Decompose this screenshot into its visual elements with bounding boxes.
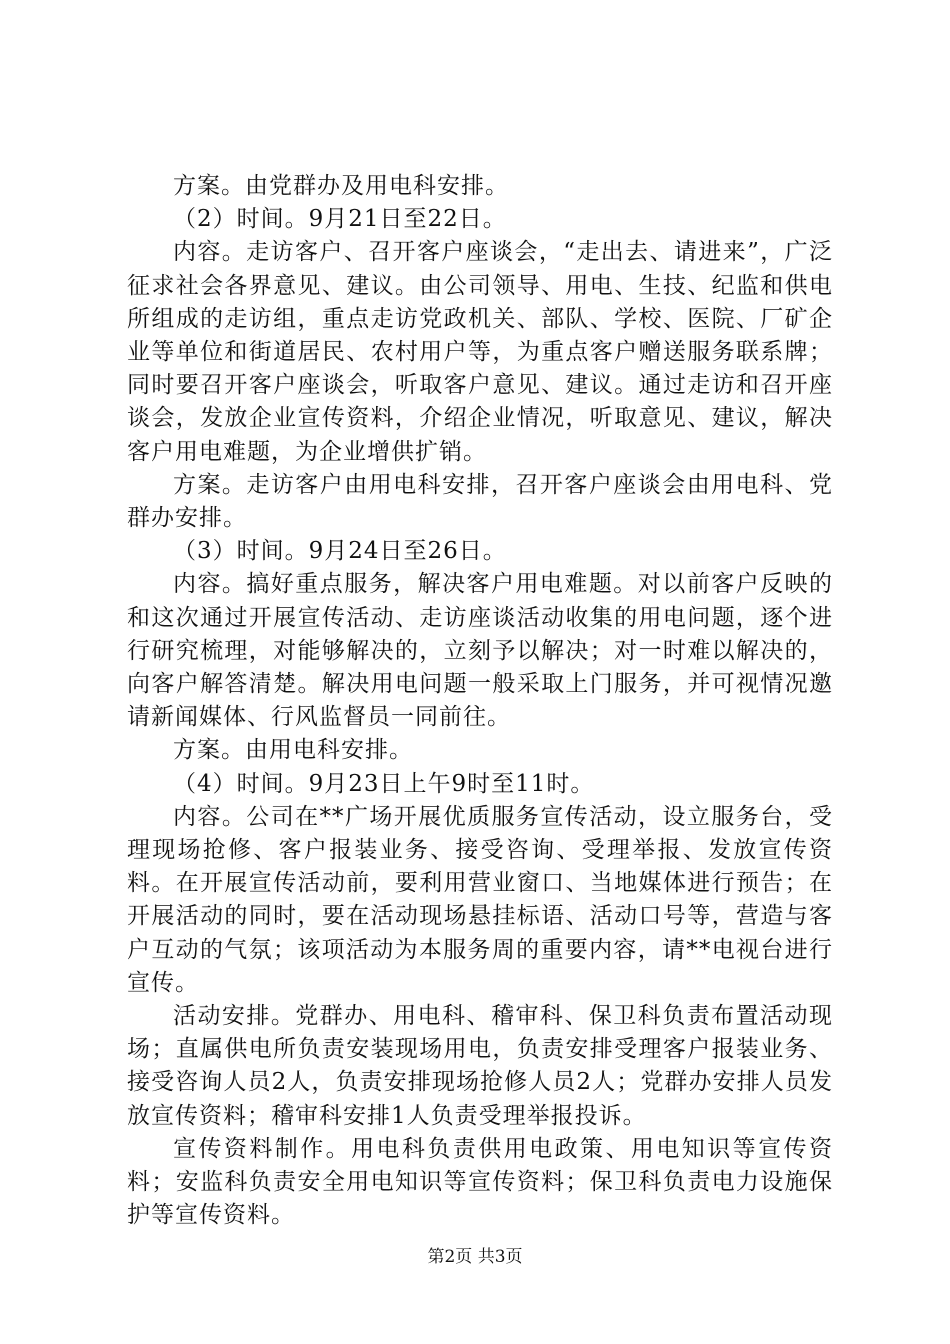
paragraph-content-4: 内容。公司在**广场开展优质服务宣传活动，设立服务台，受理现场抢修、客户报装业务、接受咨询、受理举报、发放宣传资料。在开展宣传活动前，要利用营业窗口、当地媒体进行预告；在开展活动的同时，要在活动现场悬挂标语、活动口号等，营造与客户互动的气氛；该项活动为本服务周的重要内容，请**电视台进行宣传。	[127, 803, 833, 996]
paragraph-content-3: 内容。搞好重点服务，解决客户用电难题。对以前客户反映的和这次通过开展宣传活动、走访座谈活动收集的用电问题，逐个进行研究梳理，对能够解决的，立刻予以解决；对一时难以解决的，向客户解答清楚。解决用电问题一般采取上门服务，并可视情况邀请新闻媒体、行风监督员一同前往。	[127, 571, 833, 731]
paragraph-time-3: （3）时间。9月24日至26日。	[173, 538, 507, 565]
paragraph-materials-production: 宣传资料制作。用电科负责供用电政策、用电知识等宣传资料；安监科负责安全用电知识等宣传资料；保卫科负责电力设施保护等宣传资料。	[127, 1135, 833, 1229]
paragraph-plan-2: 方案。走访客户由用电科安排，召开客户座谈会由用电科、党群办安排。	[127, 471, 833, 532]
paragraph-content-2: 内容。走访客户、召开客户座谈会，“走出去、请进来”，广泛征求社会各界意见、建议。由公司领导、用电、生技、纪监和供电所组成的走访组，重点走访党政机关、部队、学校、医院、厂矿企业等单位和街道居民、农村用户等，为重点客户赠送服务联系牌；同时要召开客户座谈会，听取客户意见、建议。通过走访和召开座谈会，发放企业宣传资料，介绍企业情况，听取意见、建议，解决客户用电难题，为企业增供扩销。	[127, 239, 833, 465]
paragraph-time-4: （4）时间。9月23日上午9时至11时。	[173, 770, 595, 797]
paragraph-time-2: （2）时间。9月21日至22日。	[173, 206, 507, 233]
paragraph-activity-arrangement: 活动安排。党群办、用电科、稽审科、保卫科负责布置活动现场；直属供电所负责安装现场用电，负责安排受理客户报装业务、接受咨询人员2人，负责安排现场抢修人员2人；党群办安排人员发放宣传资料；稽审科安排1人负责受理举报投诉。	[127, 1003, 833, 1129]
paragraph-plan-1: 方案。由党群办及用电科安排。	[173, 173, 509, 199]
document-body	[127, 170, 833, 1233]
paragraph-plan-3: 方案。由用电科安排。	[173, 737, 413, 764]
page-number-footer: 第2页 共3页	[427, 1247, 523, 1267]
